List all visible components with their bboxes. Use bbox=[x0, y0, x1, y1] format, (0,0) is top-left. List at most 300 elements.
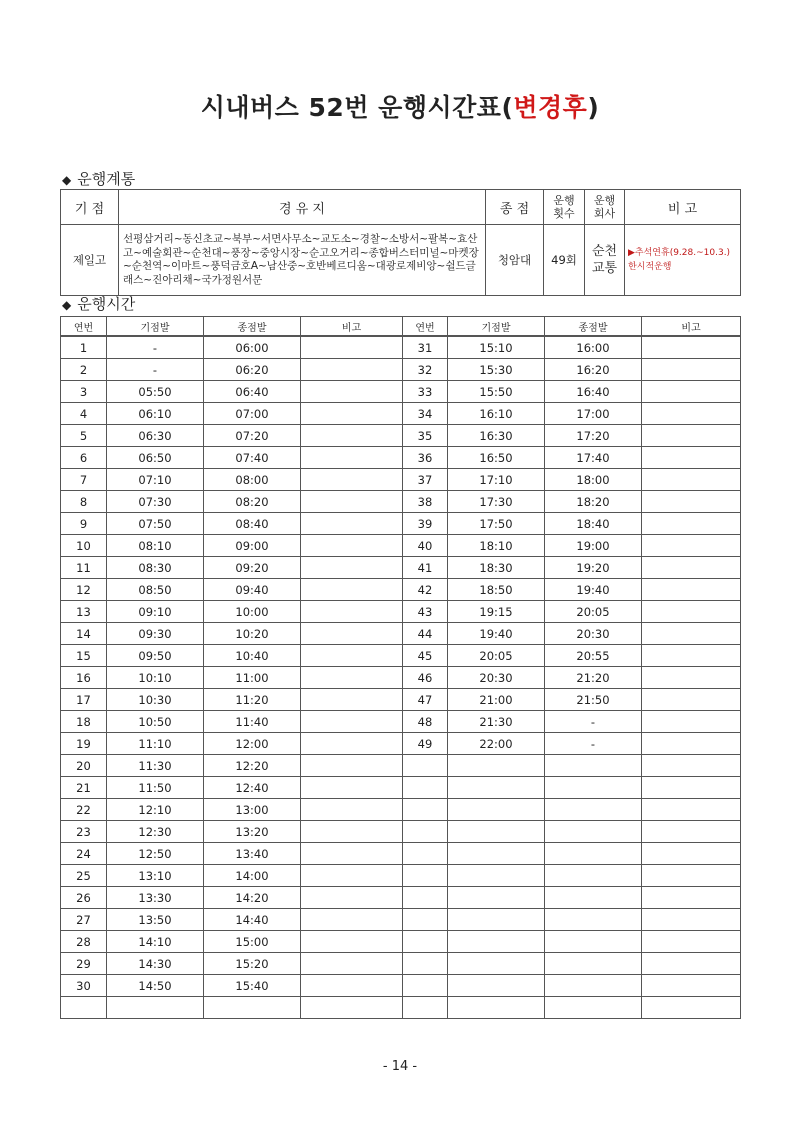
schedule-left-depart-start: 06:10 bbox=[107, 403, 204, 425]
schedule-right-seq: 47 bbox=[403, 689, 448, 711]
schedule-empty-cell bbox=[642, 755, 741, 777]
schedule-empty-cell bbox=[301, 601, 403, 623]
schedule-left-depart-end: 15:00 bbox=[204, 931, 301, 953]
schedule-left-seq: 24 bbox=[61, 843, 107, 865]
schedule-left-depart-end: 10:40 bbox=[204, 645, 301, 667]
schedule-left-depart-start: 08:30 bbox=[107, 557, 204, 579]
schedule-left-depart-start: 13:10 bbox=[107, 865, 204, 887]
route-remarks-line-2: 한시적운행 bbox=[628, 262, 672, 272]
table-row bbox=[61, 557, 741, 579]
schedule-empty-cell bbox=[301, 579, 403, 601]
schedule-right-depart-end: 18:40 bbox=[545, 513, 642, 535]
schedule-left-depart-end: 06:20 bbox=[204, 359, 301, 381]
schedule-left-depart-start: 08:10 bbox=[107, 535, 204, 557]
schedule-empty-cell bbox=[301, 821, 403, 843]
diamond-bullet-icon: ◆ bbox=[62, 298, 72, 312]
schedule-empty-cell bbox=[301, 645, 403, 667]
schedule-right-depart-start: 15:50 bbox=[448, 381, 545, 403]
schedule-left-depart-end: 14:00 bbox=[204, 865, 301, 887]
schedule-left-depart-start: 14:50 bbox=[107, 975, 204, 997]
schedule-right-seq: 37 bbox=[403, 469, 448, 491]
schedule-right-depart-end: 19:40 bbox=[545, 579, 642, 601]
route-remarks-line-1: ▶추석연휴(9.28.~10.3.) bbox=[628, 248, 731, 258]
schedule-left-depart-end: 10:00 bbox=[204, 601, 301, 623]
route-runs: 49회 bbox=[544, 225, 585, 296]
schedule-left-seq: 10 bbox=[61, 535, 107, 557]
schedule-right-depart-end: 19:20 bbox=[545, 557, 642, 579]
schedule-left-seq: 21 bbox=[61, 777, 107, 799]
page-title bbox=[0, 88, 800, 124]
schedule-right-seq: 31 bbox=[403, 336, 448, 359]
schedule-empty-cell bbox=[301, 381, 403, 403]
schedule-right-seq: 48 bbox=[403, 711, 448, 733]
schedule-empty-cell bbox=[545, 909, 642, 931]
schedule-empty-cell bbox=[642, 513, 741, 535]
schedule-left-depart-start: 09:10 bbox=[107, 601, 204, 623]
schedule-right-seq: 32 bbox=[403, 359, 448, 381]
schedule-left-depart-end: 06:00 bbox=[204, 336, 301, 359]
schedule-header-cell: 종점발 bbox=[545, 317, 642, 337]
table-row bbox=[61, 711, 741, 733]
schedule-empty-cell bbox=[448, 865, 545, 887]
schedule-right-depart-start: 21:00 bbox=[448, 689, 545, 711]
schedule-header-cell: 기점발 bbox=[107, 317, 204, 337]
schedule-empty-cell bbox=[448, 909, 545, 931]
table-row bbox=[61, 447, 741, 469]
schedule-left-seq: 3 bbox=[61, 381, 107, 403]
schedule-left-depart-end: 12:40 bbox=[204, 777, 301, 799]
schedule-empty-cell bbox=[301, 667, 403, 689]
schedule-right-depart-start: 16:30 bbox=[448, 425, 545, 447]
schedule-empty-cell bbox=[642, 887, 741, 909]
schedule-empty-cell bbox=[301, 557, 403, 579]
schedule-empty-cell bbox=[448, 887, 545, 909]
schedule-left-seq: 25 bbox=[61, 865, 107, 887]
schedule-table bbox=[60, 316, 741, 1019]
schedule-left-depart-start: 11:10 bbox=[107, 733, 204, 755]
table-row bbox=[61, 931, 741, 953]
schedule-empty-cell bbox=[545, 865, 642, 887]
schedule-left-seq: 6 bbox=[61, 447, 107, 469]
table-row bbox=[61, 755, 741, 777]
schedule-empty-cell bbox=[301, 491, 403, 513]
schedule-left-seq: 29 bbox=[61, 953, 107, 975]
schedule-empty-cell bbox=[642, 909, 741, 931]
schedule-empty-cell bbox=[642, 799, 741, 821]
schedule-left-depart-start: 10:50 bbox=[107, 711, 204, 733]
schedule-empty-cell bbox=[403, 931, 448, 953]
table-row bbox=[61, 601, 741, 623]
schedule-empty-cell bbox=[301, 953, 403, 975]
table-row bbox=[61, 381, 741, 403]
schedule-empty-cell bbox=[403, 799, 448, 821]
schedule-empty-cell bbox=[301, 865, 403, 887]
schedule-left-depart-end: 07:00 bbox=[204, 403, 301, 425]
schedule-left-depart-end: 14:40 bbox=[204, 909, 301, 931]
schedule-right-depart-end: - bbox=[545, 711, 642, 733]
schedule-left-seq: 23 bbox=[61, 821, 107, 843]
schedule-left-depart-end: 09:00 bbox=[204, 535, 301, 557]
schedule-empty-cell bbox=[301, 887, 403, 909]
schedule-empty-cell bbox=[642, 821, 741, 843]
schedule-empty-cell bbox=[642, 579, 741, 601]
schedule-header-cell: 연번 bbox=[403, 317, 448, 337]
schedule-empty-cell bbox=[642, 645, 741, 667]
schedule-left-seq: 14 bbox=[61, 623, 107, 645]
schedule-empty-cell bbox=[301, 931, 403, 953]
section-schedule-text: 운행시간 bbox=[77, 295, 136, 313]
schedule-left-depart-start: 10:10 bbox=[107, 667, 204, 689]
schedule-right-depart-start: 20:30 bbox=[448, 667, 545, 689]
schedule-right-depart-start: 20:05 bbox=[448, 645, 545, 667]
table-row bbox=[61, 579, 741, 601]
schedule-right-depart-end: 20:05 bbox=[545, 601, 642, 623]
schedule-right-depart-start: 18:50 bbox=[448, 579, 545, 601]
schedule-left-depart-end: 13:00 bbox=[204, 799, 301, 821]
table-row bbox=[61, 733, 741, 755]
schedule-empty-cell bbox=[301, 623, 403, 645]
schedule-right-depart-start: 15:10 bbox=[448, 336, 545, 359]
schedule-left-depart-start: 12:10 bbox=[107, 799, 204, 821]
schedule-empty-cell bbox=[448, 953, 545, 975]
schedule-left-depart-end: 08:40 bbox=[204, 513, 301, 535]
schedule-left-seq: 17 bbox=[61, 689, 107, 711]
schedule-empty-cell bbox=[448, 975, 545, 997]
schedule-left-seq: 5 bbox=[61, 425, 107, 447]
schedule-empty-cell bbox=[642, 469, 741, 491]
schedule-empty-cell bbox=[545, 887, 642, 909]
schedule-right-seq: 35 bbox=[403, 425, 448, 447]
schedule-empty-cell bbox=[301, 425, 403, 447]
schedule-empty-cell bbox=[642, 711, 741, 733]
schedule-left-seq: 1 bbox=[61, 336, 107, 359]
schedule-empty-cell bbox=[642, 557, 741, 579]
schedule-empty-cell bbox=[448, 755, 545, 777]
schedule-empty-cell bbox=[642, 359, 741, 381]
schedule-left-depart-start: 06:50 bbox=[107, 447, 204, 469]
schedule-left-seq: 20 bbox=[61, 755, 107, 777]
route-table bbox=[60, 189, 741, 296]
schedule-empty-cell bbox=[403, 865, 448, 887]
schedule-empty-cell bbox=[403, 821, 448, 843]
route-header-runs: 운행 횟수 bbox=[544, 190, 585, 225]
schedule-empty-cell bbox=[301, 755, 403, 777]
schedule-empty-cell bbox=[301, 997, 403, 1019]
schedule-empty-cell bbox=[107, 997, 204, 1019]
route-header-company: 운행 회사 bbox=[585, 190, 625, 225]
schedule-right-seq: 41 bbox=[403, 557, 448, 579]
schedule-empty-cell bbox=[642, 425, 741, 447]
schedule-left-depart-start: 07:50 bbox=[107, 513, 204, 535]
table-row bbox=[61, 887, 741, 909]
schedule-left-depart-start: 05:50 bbox=[107, 381, 204, 403]
schedule-right-depart-end: 17:00 bbox=[545, 403, 642, 425]
schedule-empty-cell bbox=[642, 623, 741, 645]
table-row bbox=[61, 513, 741, 535]
table-row bbox=[61, 953, 741, 975]
schedule-left-seq: 2 bbox=[61, 359, 107, 381]
schedule-header-cell: 연번 bbox=[61, 317, 107, 337]
schedule-right-seq: 42 bbox=[403, 579, 448, 601]
schedule-empty-cell bbox=[448, 997, 545, 1019]
schedule-right-seq: 49 bbox=[403, 733, 448, 755]
schedule-left-depart-start: 14:10 bbox=[107, 931, 204, 953]
schedule-empty-cell bbox=[204, 997, 301, 1019]
schedule-empty-cell bbox=[545, 975, 642, 997]
schedule-left-depart-end: 06:40 bbox=[204, 381, 301, 403]
schedule-right-seq: 33 bbox=[403, 381, 448, 403]
schedule-right-seq: 45 bbox=[403, 645, 448, 667]
schedule-header-cell: 기점발 bbox=[448, 317, 545, 337]
schedule-right-depart-start: 19:40 bbox=[448, 623, 545, 645]
route-header-row bbox=[61, 190, 741, 225]
schedule-empty-cell bbox=[642, 733, 741, 755]
table-row bbox=[61, 689, 741, 711]
schedule-right-depart-end: 20:30 bbox=[545, 623, 642, 645]
schedule-right-depart-start: 21:30 bbox=[448, 711, 545, 733]
route-via: 선평삼거리~동신초교~북부~서면사무소~교도소~경찰~소방서~팔복~효산고~예술회관~순천대~풍장~중앙시장~순고오거리~종합버스터미널~마켓장~순천역~이마트~풍덕금호A~남산중~호반베르디움~대광로제비앙~쉴드글래스~진아리채~국가정원서문 bbox=[119, 225, 486, 296]
schedule-empty-cell bbox=[642, 535, 741, 557]
schedule-right-seq: 46 bbox=[403, 667, 448, 689]
schedule-empty-cell bbox=[642, 843, 741, 865]
schedule-left-depart-start: 11:50 bbox=[107, 777, 204, 799]
schedule-empty-cell bbox=[642, 403, 741, 425]
schedule-empty-cell bbox=[642, 997, 741, 1019]
schedule-empty-cell bbox=[642, 667, 741, 689]
schedule-left-depart-end: 07:40 bbox=[204, 447, 301, 469]
schedule-empty-cell bbox=[301, 469, 403, 491]
schedule-empty-cell bbox=[61, 997, 107, 1019]
schedule-left-seq: 22 bbox=[61, 799, 107, 821]
schedule-left-seq: 28 bbox=[61, 931, 107, 953]
schedule-left-depart-end: 15:20 bbox=[204, 953, 301, 975]
schedule-left-depart-end: 14:20 bbox=[204, 887, 301, 909]
title-main: 시내버스 52번 운행시간표 bbox=[200, 93, 502, 122]
schedule-empty-cell bbox=[448, 777, 545, 799]
schedule-right-depart-start: 22:00 bbox=[448, 733, 545, 755]
schedule-right-depart-start: 15:30 bbox=[448, 359, 545, 381]
schedule-left-seq: 18 bbox=[61, 711, 107, 733]
table-row bbox=[61, 667, 741, 689]
schedule-empty-cell bbox=[403, 909, 448, 931]
schedule-empty-cell bbox=[403, 755, 448, 777]
schedule-left-depart-end: 11:00 bbox=[204, 667, 301, 689]
schedule-right-depart-end: 16:20 bbox=[545, 359, 642, 381]
schedule-right-depart-end: 16:00 bbox=[545, 336, 642, 359]
schedule-empty-cell bbox=[301, 447, 403, 469]
schedule-left-depart-end: 08:00 bbox=[204, 469, 301, 491]
route-start: 제일고 bbox=[61, 225, 119, 296]
route-end: 청암대 bbox=[486, 225, 544, 296]
schedule-empty-cell bbox=[642, 689, 741, 711]
schedule-empty-cell bbox=[301, 909, 403, 931]
table-row bbox=[61, 909, 741, 931]
schedule-header-cell: 비고 bbox=[642, 317, 741, 337]
schedule-left-depart-start: 14:30 bbox=[107, 953, 204, 975]
schedule-right-depart-end: 17:20 bbox=[545, 425, 642, 447]
section-route-text: 운행계통 bbox=[77, 170, 136, 188]
schedule-right-seq: 36 bbox=[403, 447, 448, 469]
schedule-left-seq: 30 bbox=[61, 975, 107, 997]
schedule-left-depart-end: 07:20 bbox=[204, 425, 301, 447]
schedule-left-seq: 8 bbox=[61, 491, 107, 513]
schedule-left-depart-end: 13:40 bbox=[204, 843, 301, 865]
schedule-right-seq: 43 bbox=[403, 601, 448, 623]
schedule-left-depart-end: 15:40 bbox=[204, 975, 301, 997]
schedule-empty-cell bbox=[642, 491, 741, 513]
schedule-left-depart-end: 11:40 bbox=[204, 711, 301, 733]
schedule-left-seq: 26 bbox=[61, 887, 107, 909]
schedule-left-seq: 27 bbox=[61, 909, 107, 931]
schedule-left-depart-end: 12:00 bbox=[204, 733, 301, 755]
table-row bbox=[61, 403, 741, 425]
schedule-empty-cell bbox=[448, 931, 545, 953]
schedule-empty-cell bbox=[301, 513, 403, 535]
schedule-empty-cell bbox=[301, 777, 403, 799]
schedule-left-depart-start: 09:30 bbox=[107, 623, 204, 645]
schedule-empty-cell bbox=[448, 821, 545, 843]
table-row bbox=[61, 821, 741, 843]
section-route-label bbox=[62, 168, 135, 189]
diamond-bullet-icon: ◆ bbox=[62, 173, 72, 187]
schedule-empty-cell bbox=[642, 601, 741, 623]
schedule-right-depart-start: 17:30 bbox=[448, 491, 545, 513]
schedule-left-depart-start: 07:30 bbox=[107, 491, 204, 513]
schedule-left-depart-start: 11:30 bbox=[107, 755, 204, 777]
schedule-left-depart-start: 12:50 bbox=[107, 843, 204, 865]
table-row bbox=[61, 777, 741, 799]
schedule-header-row bbox=[61, 317, 741, 337]
schedule-left-depart-start: 06:30 bbox=[107, 425, 204, 447]
schedule-left-depart-end: 12:20 bbox=[204, 755, 301, 777]
schedule-right-depart-end: 17:40 bbox=[545, 447, 642, 469]
schedule-empty-cell bbox=[642, 447, 741, 469]
schedule-right-depart-start: 16:50 bbox=[448, 447, 545, 469]
schedule-empty-cell bbox=[545, 799, 642, 821]
route-header-start: 기 점 bbox=[61, 190, 119, 225]
table-row bbox=[61, 359, 741, 381]
schedule-right-depart-end: 18:00 bbox=[545, 469, 642, 491]
table-row bbox=[61, 843, 741, 865]
schedule-left-depart-start: 09:50 bbox=[107, 645, 204, 667]
schedule-left-depart-start: 13:30 bbox=[107, 887, 204, 909]
table-row bbox=[61, 865, 741, 887]
schedule-empty-cell bbox=[642, 953, 741, 975]
schedule-empty-cell bbox=[301, 799, 403, 821]
title-paren-open: ( bbox=[501, 93, 514, 122]
route-company: 순천 교통 bbox=[585, 225, 625, 296]
schedule-left-depart-start: 13:50 bbox=[107, 909, 204, 931]
route-header-remarks: 비 고 bbox=[625, 190, 741, 225]
schedule-empty-cell bbox=[642, 865, 741, 887]
schedule-right-depart-end: 21:50 bbox=[545, 689, 642, 711]
schedule-empty-cell bbox=[642, 931, 741, 953]
table-row bbox=[61, 469, 741, 491]
schedule-empty-cell bbox=[642, 336, 741, 359]
schedule-right-seq: 44 bbox=[403, 623, 448, 645]
schedule-left-seq: 12 bbox=[61, 579, 107, 601]
schedule-left-depart-end: 13:20 bbox=[204, 821, 301, 843]
schedule-empty-cell bbox=[403, 975, 448, 997]
route-header-via: 경 유 지 bbox=[119, 190, 486, 225]
schedule-header-cell: 종점발 bbox=[204, 317, 301, 337]
title-changed: 변경후 bbox=[513, 93, 588, 122]
schedule-empty-cell bbox=[545, 997, 642, 1019]
schedule-right-seq: 34 bbox=[403, 403, 448, 425]
table-row bbox=[61, 535, 741, 557]
schedule-left-depart-end: 09:20 bbox=[204, 557, 301, 579]
schedule-empty-cell bbox=[301, 733, 403, 755]
schedule-empty-cell bbox=[545, 843, 642, 865]
schedule-empty-cell bbox=[545, 953, 642, 975]
schedule-right-depart-end: 20:55 bbox=[545, 645, 642, 667]
schedule-left-seq: 9 bbox=[61, 513, 107, 535]
schedule-left-seq: 16 bbox=[61, 667, 107, 689]
schedule-left-seq: 4 bbox=[61, 403, 107, 425]
schedule-empty-cell bbox=[301, 711, 403, 733]
table-row bbox=[61, 645, 741, 667]
schedule-right-depart-start: 18:30 bbox=[448, 557, 545, 579]
schedule-left-depart-start: - bbox=[107, 336, 204, 359]
schedule-right-seq: 40 bbox=[403, 535, 448, 557]
schedule-left-depart-start: 07:10 bbox=[107, 469, 204, 491]
table-row bbox=[61, 997, 741, 1019]
schedule-empty-cell bbox=[301, 535, 403, 557]
schedule-empty-cell bbox=[448, 843, 545, 865]
schedule-right-depart-start: 16:10 bbox=[448, 403, 545, 425]
table-row bbox=[61, 623, 741, 645]
schedule-empty-cell bbox=[301, 843, 403, 865]
table-row bbox=[61, 336, 741, 359]
schedule-right-depart-end: 18:20 bbox=[545, 491, 642, 513]
schedule-header-cell: 비고 bbox=[301, 317, 403, 337]
schedule-left-depart-end: 08:20 bbox=[204, 491, 301, 513]
schedule-left-seq: 19 bbox=[61, 733, 107, 755]
table-row bbox=[61, 799, 741, 821]
schedule-right-depart-end: 19:00 bbox=[545, 535, 642, 557]
table-row bbox=[61, 491, 741, 513]
schedule-left-seq: 7 bbox=[61, 469, 107, 491]
schedule-right-depart-end: - bbox=[545, 733, 642, 755]
schedule-empty-cell bbox=[301, 689, 403, 711]
schedule-empty-cell bbox=[642, 381, 741, 403]
schedule-empty-cell bbox=[301, 975, 403, 997]
schedule-left-depart-start: 12:30 bbox=[107, 821, 204, 843]
schedule-empty-cell bbox=[403, 997, 448, 1019]
route-remarks bbox=[625, 225, 741, 296]
schedule-empty-cell bbox=[642, 777, 741, 799]
schedule-empty-cell bbox=[403, 887, 448, 909]
section-schedule-label bbox=[62, 293, 135, 314]
schedule-empty-cell bbox=[301, 336, 403, 359]
schedule-right-seq: 38 bbox=[403, 491, 448, 513]
schedule-right-depart-start: 17:10 bbox=[448, 469, 545, 491]
schedule-left-depart-end: 09:40 bbox=[204, 579, 301, 601]
schedule-left-depart-start: 08:50 bbox=[107, 579, 204, 601]
schedule-empty-cell bbox=[301, 359, 403, 381]
schedule-right-depart-start: 19:15 bbox=[448, 601, 545, 623]
schedule-left-depart-start: - bbox=[107, 359, 204, 381]
schedule-left-seq: 11 bbox=[61, 557, 107, 579]
schedule-empty-cell bbox=[403, 953, 448, 975]
schedule-empty-cell bbox=[403, 777, 448, 799]
schedule-empty-cell bbox=[403, 843, 448, 865]
schedule-right-seq: 39 bbox=[403, 513, 448, 535]
schedule-empty-cell bbox=[545, 777, 642, 799]
schedule-empty-cell bbox=[545, 755, 642, 777]
table-row bbox=[61, 975, 741, 997]
schedule-right-depart-end: 21:20 bbox=[545, 667, 642, 689]
